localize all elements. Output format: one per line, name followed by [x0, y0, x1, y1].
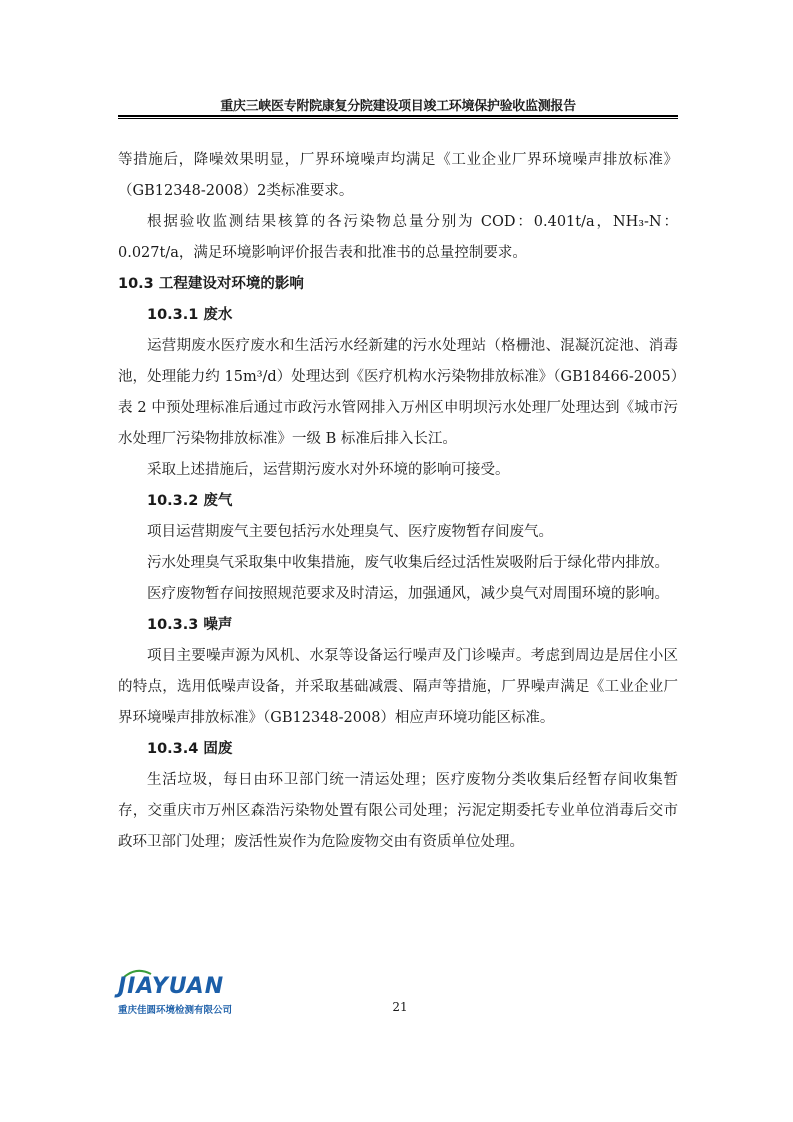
paragraph: 医疗废物暂存间按照规范要求及时清运，加强通风，减少臭气对周围环境的影响。 [147, 586, 669, 602]
document-body [118, 145, 678, 858]
subsection-heading: 10.3.3 噪声 [147, 617, 233, 633]
page-number: 21 [392, 1000, 408, 1014]
logo-text: JIAYUAN [118, 974, 225, 999]
section-heading: 10.3 工程建设对环境的影响 [118, 276, 304, 292]
paragraph: 污水处理臭气采取集中收集措施，废气收集后经过活性炭吸附后于绿化带内排放。 [147, 555, 669, 571]
paragraph: 运营期废水医疗废水和生活污水经新建的污水处理站（格栅池、混凝沉淀池、消毒池，处理能力约 15m³/d）处理达到《医疗机构水污染物排放标准》（GB18466-2005）表 2 中预处理标准后通过市政污水管网排入万州区申明坝污水处理厂处理达到《城市污水处理厂污染物排放标准》一级 B 标准后排入长江。 [118, 338, 678, 447]
paragraph: 等措施后，降噪效果明显，厂界环境噪声均满足《工业企业厂界环境噪声排放标准》（GB12348-2008）2类标准要求。 [118, 152, 678, 199]
subsection-heading: 10.3.2 废气 [147, 493, 233, 509]
company-name: 重庆佳圆环境检测有限公司 [118, 1005, 233, 1016]
paragraph: 采取上述措施后，运营期污废水对外环境的影响可接受。 [147, 462, 510, 478]
paragraph: 生活垃圾，每日由环卫部门统一清运处理；医疗废物分类收集后经暂存间收集暂存，交重庆市万州区森浩污染物处置有限公司处理；污泥定期委托专业单位消毒后交市政环卫部门处理；废活性炭作为危险废物交由有资质单位处理。 [118, 772, 678, 850]
subsection-heading: 10.3.1 废水 [147, 307, 233, 323]
header-rule-thick [118, 115, 678, 117]
page-header-title: 重庆三峡医专附院康复分院建设项目竣工环境保护验收监测报告 [220, 99, 576, 114]
company-logo [118, 972, 278, 1022]
header-rule-thin [118, 118, 678, 119]
subsection-heading: 10.3.4 固废 [147, 741, 233, 757]
paragraph: 项目运营期废气主要包括污水处理臭气、医疗废物暂存间废气。 [147, 524, 553, 540]
paragraph: 根据验收监测结果核算的各污染物总量分别为 COD：0.401t/a，NH₃-N：0.027t/a，满足环境影响评价报告表和批准书的总量控制要求。 [118, 214, 678, 261]
paragraph: 项目主要噪声源为风机、水泵等设备运行噪声及门诊噪声。考虑到周边是居住小区的特点，选用低噪声设备，并采取基础减震、隔声等措施，厂界噪声满足《工业企业厂界环境噪声排放标准》（GB12348-2008）相应声环境功能区标准。 [118, 648, 678, 726]
